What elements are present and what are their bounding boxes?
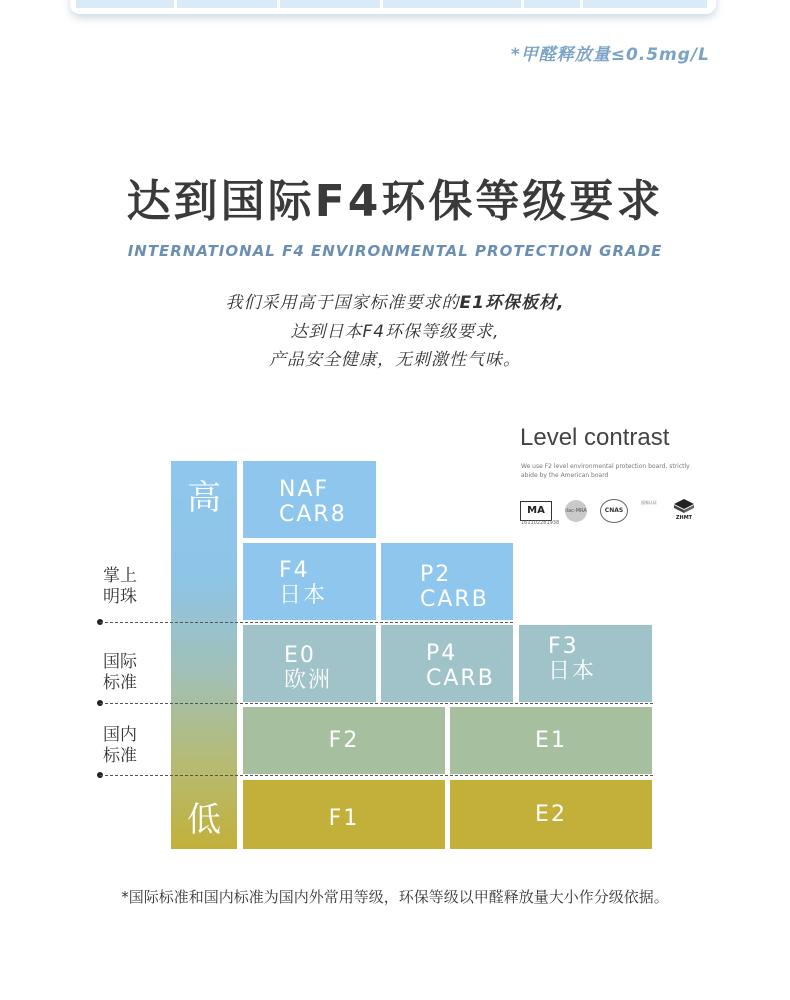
cell-p2-line-1: P2 <box>420 562 452 587</box>
description-line-1 <box>0 288 790 313</box>
formaldehyde-note: *甲醛释放量≤0.5mg/L <box>510 45 710 65</box>
table-cell <box>383 0 521 8</box>
zhmt-logo-icon <box>672 499 696 523</box>
description-line-1-text: 我们采用高于国家标准要求的 <box>225 293 460 313</box>
level-contrast-text: We use F2 level environmental protection board, strictly abide by the American board <box>521 463 690 479</box>
cell-e2: E2 <box>450 780 652 849</box>
cell-f4-line-1: F4 <box>279 558 310 583</box>
side-label-domestic <box>103 725 137 767</box>
table-cell <box>177 0 277 8</box>
description-line-1-bold: E1环保板材, <box>459 293 565 313</box>
cell-f3-line-1: F3 <box>548 634 579 659</box>
ilac-logo-icon: ilac-MRA <box>565 500 587 522</box>
cell-naf-line-1: NAF <box>279 477 330 502</box>
level-contrast-title: Level contrast <box>520 424 670 451</box>
national-cert-logo-icon: 国家认证 <box>641 500 657 505</box>
divider-line-domestic <box>100 775 653 776</box>
cell-f3-line-2: 日本 <box>548 659 597 684</box>
table-cell <box>76 0 174 8</box>
page-subtitle: INTERNATIONAL F4 ENVIRONMENTAL PROTECTION GRADE <box>127 242 663 260</box>
side-label-domestic-line-2: 标准 <box>103 746 137 766</box>
description-line-3: 产品安全健康，无刺激性气味。 <box>269 350 521 370</box>
side-label-treasure-line-1: 掌上 <box>103 566 137 586</box>
cell-f4-line-2: 日本 <box>279 583 328 608</box>
cell-e0-europe <box>243 625 376 702</box>
cell-p4-carb <box>381 625 513 702</box>
cell-p2-line-2: CARB <box>420 587 489 612</box>
ma-logo-icon: MA <box>520 501 552 521</box>
cnas-logo-icon: CNAS <box>600 499 628 523</box>
cell-naf-line-2: CAR8 <box>279 502 347 527</box>
table-cell <box>524 0 580 8</box>
cell-p4-line-2: CARB <box>426 666 495 691</box>
cell-e0-line-1: E0 <box>284 643 316 668</box>
side-label-international-line-2: 标准 <box>103 673 137 693</box>
side-label-domestic-line-1: 国内 <box>103 725 137 745</box>
cell-p4-line-1: P4 <box>426 641 458 666</box>
cell-f4-japan <box>243 543 376 620</box>
cell-e0-line-2: 欧洲 <box>284 668 333 693</box>
cell-f3-japan <box>519 625 652 702</box>
ma-number: 161102281938 <box>521 520 560 526</box>
cell-e1: E1 <box>450 707 652 774</box>
cell-naf-car8 <box>243 461 376 538</box>
low-label: 低 <box>187 800 221 840</box>
cell-f2: F2 <box>243 707 445 774</box>
side-label-international-line-1: 国际 <box>103 652 137 672</box>
side-label-treasure <box>103 566 137 608</box>
table-cell <box>583 0 707 8</box>
divider-line-international <box>100 703 653 704</box>
zhmt-cube-icon <box>673 499 695 513</box>
page-title: 达到国际F4环保等级要求 <box>126 176 664 227</box>
cell-f1: F1 <box>243 780 445 849</box>
cell-p2-carb <box>381 543 513 620</box>
zhmt-logo-label: ZHMT <box>675 515 693 521</box>
high-label: 高 <box>187 478 221 518</box>
table-cell <box>280 0 380 8</box>
side-label-international <box>103 652 137 694</box>
grade-gradient-bar <box>171 461 237 849</box>
description-line-2: 达到日本F4环保等级要求, <box>290 322 500 342</box>
side-label-treasure-line-2: 明珠 <box>103 587 137 607</box>
divider-line-treasure <box>100 622 513 623</box>
table-row <box>76 0 710 8</box>
footnote: *国际标准和国内标准为国内外常用等级，环保等级以甲醛释放量大小作分级依据。 <box>121 888 669 906</box>
